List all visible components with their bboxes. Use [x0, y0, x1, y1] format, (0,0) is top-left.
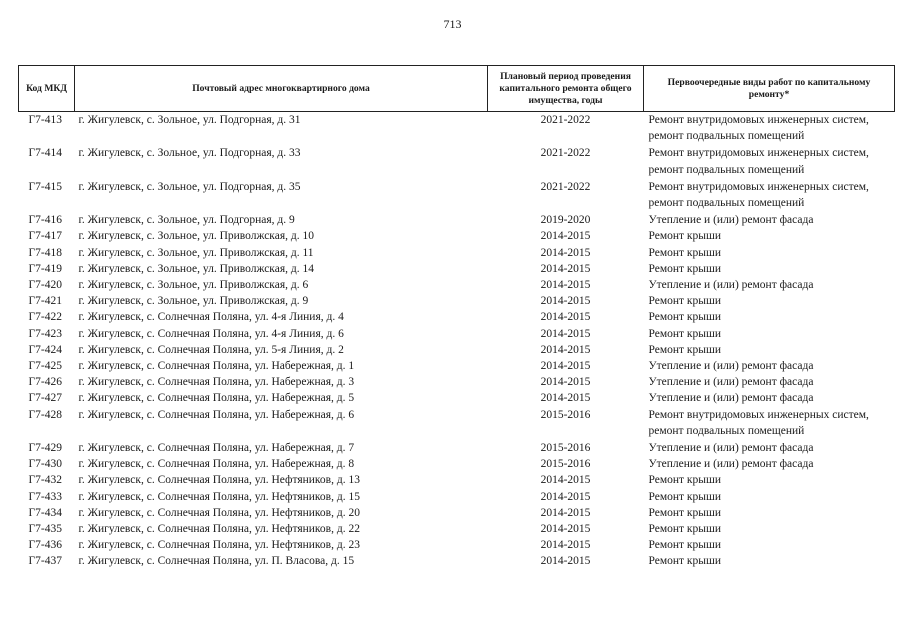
mkd-code: Г7-418	[28, 246, 62, 259]
mkd-code: Г7-419	[28, 262, 62, 275]
table-row	[19, 293, 895, 309]
priority-works	[644, 374, 895, 390]
postal-address: г. Жигулевск, с. Зольное, ул. Приволжская, д. 6	[78, 279, 309, 292]
work-item: Утепление и (или) ремонт фасада	[648, 360, 814, 373]
postal-address: г. Жигулевск, с. Зольное, ул. Подгорная, д. 31	[78, 114, 301, 126]
repair-period: 2021-2022	[540, 147, 591, 160]
priority-works	[644, 309, 895, 325]
repair-period: 2014-2015	[540, 246, 591, 259]
priority-works	[644, 456, 895, 472]
table-row	[19, 228, 895, 244]
priority-works	[644, 390, 895, 406]
repair-period: 2014-2015	[540, 327, 591, 340]
table-row	[19, 261, 895, 277]
mkd-code: Г7-422	[28, 311, 62, 324]
page-number: 713	[443, 17, 462, 31]
priority-works	[644, 489, 895, 505]
priority-works	[644, 293, 895, 309]
table-header-row	[19, 66, 895, 112]
priority-works	[644, 440, 895, 456]
mkd-code: Г7-430	[28, 458, 62, 471]
mkd-code: Г7-413	[28, 114, 62, 126]
work-item: Ремонт крыши	[648, 230, 722, 243]
table-row	[19, 489, 895, 505]
repair-period: 2014-2015	[540, 555, 591, 568]
work-item: Ремонт внутридомовых инженерных систем,	[648, 180, 869, 193]
table-row	[19, 326, 895, 342]
postal-address: г. Жигулевск, с. Зольное, ул. Подгорная, д. 35	[78, 180, 301, 193]
repair-period: 2015-2016	[540, 442, 591, 455]
repair-period: 2019-2020	[540, 214, 591, 227]
postal-address: г. Жигулевск, с. Солнечная Поляна, ул. Набережная, д. 3	[78, 376, 355, 389]
postal-address: г. Жигулевск, с. Солнечная Поляна, ул. Набережная, д. 5	[78, 392, 355, 405]
postal-address: г. Жигулевск, с. Солнечная Поляна, ул. Набережная, д. 6	[78, 408, 355, 421]
postal-address: г. Жигулевск, с. Зольное, ул. Приволжская, д. 11	[78, 246, 314, 259]
postal-address: г. Жигулевск, с. Солнечная Поляна, ул. Набережная, д. 8	[78, 458, 355, 471]
repair-period: 2014-2015	[540, 343, 591, 356]
work-item: Утепление и (или) ремонт фасада	[648, 214, 814, 227]
mkd-code: Г7-437	[28, 555, 62, 568]
priority-works	[644, 358, 895, 374]
priority-works	[644, 521, 895, 537]
table-row	[19, 309, 895, 325]
table-row	[19, 145, 895, 178]
header-code: Код МКД	[19, 66, 75, 112]
priority-works	[644, 326, 895, 342]
work-item: ремонт подвальных помещений	[648, 163, 805, 176]
mkd-code: Г7-433	[28, 490, 62, 503]
priority-works	[644, 407, 895, 440]
repair-period: 2014-2015	[540, 392, 591, 405]
table-row	[19, 407, 895, 440]
table-row	[19, 374, 895, 390]
work-item: Ремонт внутридомовых инженерных систем,	[648, 147, 869, 160]
work-item: Утепление и (или) ремонт фасада	[648, 442, 814, 455]
postal-address: г. Жигулевск, с. Солнечная Поляна, ул. Набережная, д. 7	[78, 442, 355, 455]
priority-works	[644, 212, 895, 228]
work-item: Ремонт крыши	[648, 555, 722, 568]
work-item: Утепление и (или) ремонт фасада	[648, 279, 814, 292]
priority-works	[644, 245, 895, 261]
repair-period: 2014-2015	[540, 523, 591, 536]
work-item: Утепление и (или) ремонт фасада	[648, 392, 814, 405]
repair-period: 2014-2015	[540, 506, 591, 519]
work-item: ремонт подвальных помещений	[648, 130, 805, 143]
repair-period: 2014-2015	[540, 230, 591, 243]
table-row	[19, 456, 895, 472]
table-row	[19, 472, 895, 488]
repair-period: 2014-2015	[540, 490, 591, 503]
header-works: Первоочередные виды работ по капитальному ремонту*	[644, 66, 895, 112]
header-period: Плановый период проведения капитального ремонта общего имущества, годы	[488, 66, 644, 112]
postal-address: г. Жигулевск, с. Солнечная Поляна, ул. 5-я Линия, д. 2	[78, 343, 344, 356]
priority-works	[644, 228, 895, 244]
work-item: Ремонт крыши	[648, 311, 722, 324]
table-row	[19, 390, 895, 406]
work-item: Ремонт крыши	[648, 506, 722, 519]
mkd-code: Г7-415	[28, 180, 62, 193]
mkd-code: Г7-432	[28, 474, 62, 487]
work-item: Ремонт крыши	[648, 474, 722, 487]
mkd-code: Г7-435	[28, 523, 62, 536]
mkd-code: Г7-436	[28, 539, 62, 552]
table-row	[19, 179, 895, 212]
table-row	[19, 212, 895, 228]
mkd-code: Г7-416	[28, 214, 62, 227]
postal-address: г. Жигулевск, с. Солнечная Поляна, ул. Нефтяников, д. 20	[78, 506, 360, 519]
postal-address: г. Жигулевск, с. Солнечная Поляна, ул. Нефтяников, д. 22	[78, 523, 360, 536]
work-item: Ремонт крыши	[648, 295, 722, 308]
mkd-code: Г7-429	[28, 442, 62, 455]
table-row	[19, 537, 895, 553]
repair-period: 2014-2015	[540, 311, 591, 324]
mkd-code: Г7-414	[28, 147, 62, 160]
repair-period: 2014-2015	[540, 262, 591, 275]
mkd-code: Г7-426	[28, 376, 62, 389]
repair-period: 2014-2015	[540, 360, 591, 373]
priority-works	[644, 537, 895, 553]
header-address: Почтовый адрес многоквартирного дома	[75, 66, 488, 112]
mkd-code: Г7-424	[28, 343, 62, 356]
work-item: Утепление и (или) ремонт фасада	[648, 458, 814, 471]
capital-repair-table	[18, 65, 895, 570]
table-row	[19, 505, 895, 521]
priority-works	[644, 472, 895, 488]
table-row	[19, 358, 895, 374]
table-row	[19, 521, 895, 537]
postal-address: г. Жигулевск, с. Солнечная Поляна, ул. П. Власова, д. 15	[78, 555, 355, 568]
work-item: Ремонт крыши	[648, 490, 722, 503]
table-row	[19, 553, 895, 569]
postal-address: г. Жигулевск, с. Солнечная Поляна, ул. Нефтяников, д. 13	[78, 474, 360, 487]
priority-works	[644, 553, 895, 569]
priority-works	[644, 112, 895, 146]
mkd-code: Г7-417	[28, 230, 62, 243]
repair-period: 2021-2022	[540, 180, 591, 193]
work-item: Ремонт внутридомовых инженерных систем,	[648, 408, 869, 421]
table-row	[19, 342, 895, 358]
priority-works	[644, 342, 895, 358]
postal-address: г. Жигулевск, с. Зольное, ул. Подгорная, д. 9	[78, 214, 295, 227]
priority-works	[644, 179, 895, 212]
postal-address: г. Жигулевск, с. Зольное, ул. Приволжская, д. 9	[78, 295, 309, 308]
work-item: Ремонт внутридомовых инженерных систем,	[648, 114, 869, 126]
work-item: Ремонт крыши	[648, 262, 722, 275]
work-item: Ремонт крыши	[648, 246, 722, 259]
repair-period: 2014-2015	[540, 376, 591, 389]
table-row	[19, 245, 895, 261]
work-item: Ремонт крыши	[648, 343, 722, 356]
postal-address: г. Жигулевск, с. Солнечная Поляна, ул. 4-я Линия, д. 6	[78, 327, 344, 340]
priority-works	[644, 145, 895, 178]
priority-works	[644, 505, 895, 521]
priority-works	[644, 261, 895, 277]
postal-address: г. Жигулевск, с. Зольное, ул. Подгорная, д. 33	[78, 147, 301, 160]
table-row	[19, 112, 895, 146]
postal-address: г. Жигулевск, с. Солнечная Поляна, ул. 4-я Линия, д. 4	[78, 311, 344, 324]
repair-period: 2015-2016	[540, 408, 591, 421]
repair-period: 2014-2015	[540, 295, 591, 308]
postal-address: г. Жигулевск, с. Солнечная Поляна, ул. Нефтяников, д. 15	[78, 490, 360, 503]
repair-period: 2014-2015	[540, 474, 591, 487]
table-row	[19, 277, 895, 293]
work-item: Ремонт крыши	[648, 539, 722, 552]
mkd-code: Г7-423	[28, 327, 62, 340]
postal-address: г. Жигулевск, с. Зольное, ул. Приволжская, д. 14	[78, 262, 314, 275]
work-item: ремонт подвальных помещений	[648, 197, 805, 210]
mkd-code: Г7-427	[28, 392, 62, 405]
postal-address: г. Жигулевск, с. Солнечная Поляна, ул. Набережная, д. 1	[78, 360, 355, 373]
mkd-code: Г7-425	[28, 360, 62, 373]
mkd-code: Г7-434	[28, 506, 62, 519]
mkd-code: Г7-428	[28, 408, 62, 421]
table-body	[19, 112, 895, 570]
mkd-code: Г7-421	[28, 295, 62, 308]
table-row	[19, 440, 895, 456]
repair-period: 2021-2022	[540, 114, 591, 126]
repair-period: 2015-2016	[540, 458, 591, 471]
postal-address: г. Жигулевск, с. Зольное, ул. Приволжская, д. 10	[78, 230, 314, 243]
repair-period: 2014-2015	[540, 279, 591, 292]
postal-address: г. Жигулевск, с. Солнечная Поляна, ул. Нефтяников, д. 23	[78, 539, 360, 552]
priority-works	[644, 277, 895, 293]
work-item: Ремонт крыши	[648, 523, 722, 536]
work-item: Ремонт крыши	[648, 327, 722, 340]
work-item: ремонт подвальных помещений	[648, 424, 805, 437]
work-item: Утепление и (или) ремонт фасада	[648, 376, 814, 389]
repair-period: 2014-2015	[540, 539, 591, 552]
mkd-code: Г7-420	[28, 279, 62, 292]
